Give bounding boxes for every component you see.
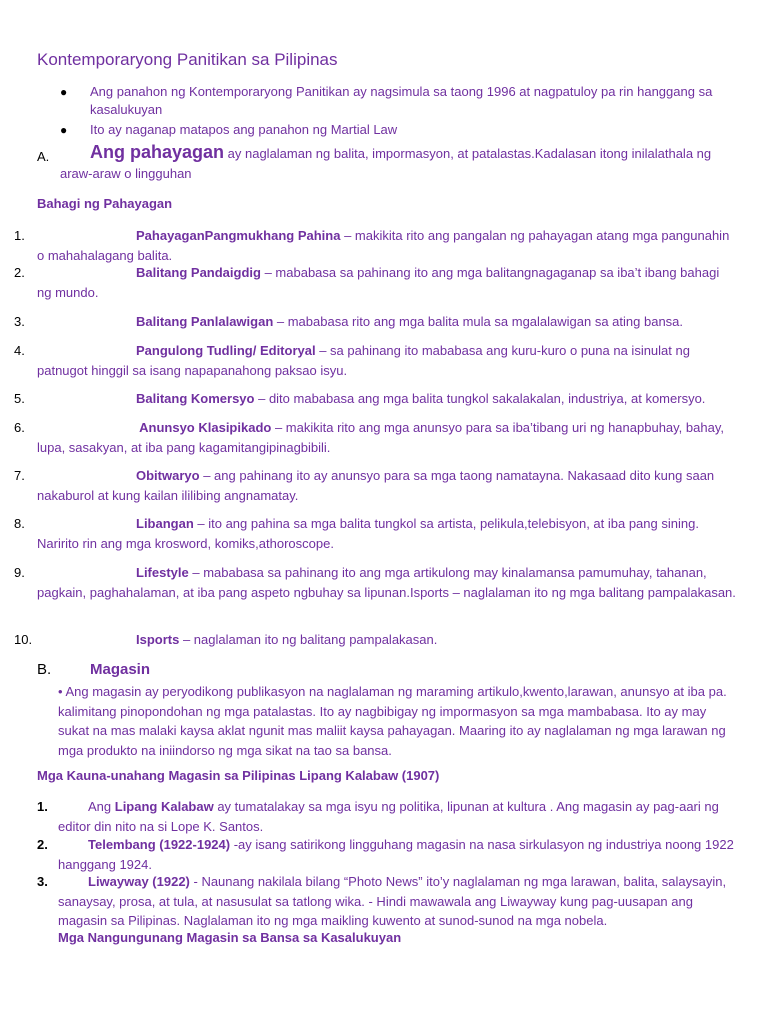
item-desc: – makikita rito ang pangalan ng pahayagan atang mga pangunahin o mahahalagang balita. bbox=[37, 228, 730, 263]
item-number: 3. bbox=[37, 874, 48, 889]
item-text bbox=[37, 226, 737, 265]
item-desc: – makikita rito ang mga anunsyo para sa iba’tibang uri ng hanapbuhay, bahay, lupa, sasakyan, at iba pang kagamitangipinagbibili. bbox=[37, 420, 724, 455]
item-term: Isports bbox=[136, 632, 180, 647]
section-a-paragraph bbox=[60, 143, 740, 183]
item-desc: -ay isang satirikong lingguhang magasin na nasa sirkulasyon ng industriya noong 1922 hanggang 1924. bbox=[58, 837, 734, 872]
item-text bbox=[37, 563, 737, 602]
item-number: 9. bbox=[14, 565, 25, 580]
item-term: Anunsyo Klasipikado bbox=[136, 420, 272, 435]
kauna-heading: Mga Kauna-unahang Magasin sa Pilipinas Lipang Kalabaw (1907) bbox=[37, 768, 440, 783]
item-text bbox=[37, 466, 737, 505]
item-number: 6. bbox=[14, 420, 25, 435]
item-text bbox=[37, 263, 737, 302]
section-letter: A. bbox=[37, 149, 50, 164]
item-number: 1. bbox=[14, 228, 25, 243]
item-number: 4. bbox=[14, 343, 25, 358]
item-desc: – mababasa rito ang mga balita mula sa mgalalawigan sa ating bansa. bbox=[273, 314, 684, 329]
item-number: 8. bbox=[14, 516, 25, 531]
section-a-term: Ang pahayagan bbox=[90, 142, 225, 162]
page-title: Kontemporaryong Panitikan sa Pilipinas bbox=[37, 50, 338, 69]
section-letter: B. bbox=[37, 661, 52, 678]
item-text bbox=[37, 418, 737, 457]
item-number: 2. bbox=[37, 837, 48, 852]
section-a-desc: ay naglalaman ng balita, impormasyon, at patalastas.Kadalasan itong inilalathala ng araw-araw o lingguhan bbox=[60, 146, 712, 181]
item-text bbox=[37, 341, 737, 380]
item-desc: – naglalaman ito ng balitang pampalakasan. bbox=[179, 632, 438, 647]
section-b-desc: • Ang magasin ay peryodikong publikasyon na naglalaman ng maraming artikulo,kwento,larawan, anunsyo at iba pa. kalimitang pinopondohan ng mga patalastas. Ito ay nagbibigay ng impormasyon sa mga mambabasa. Ito ay may sukat na mas malaki kaysa aklat ngunit mas maliit kaysa pahayagan. Maaring ito ay naglalaman ng mga larawan ng mga produkto na iniindorso ng mga sikat na tao sa bansa. bbox=[58, 684, 727, 758]
nangungunang-heading: Mga Nangungunang Magasin sa Bansa sa Kasalukuyan bbox=[58, 930, 402, 945]
item-number: 2. bbox=[14, 265, 25, 280]
item-term: Obitwaryo bbox=[136, 468, 200, 483]
list-item bbox=[60, 83, 740, 119]
item-number: 7. bbox=[14, 468, 25, 483]
item-number: 10. bbox=[14, 632, 33, 647]
item-term: Pangulong Tudling/ Editoryal bbox=[136, 343, 316, 358]
item-text bbox=[37, 514, 737, 553]
item-text bbox=[58, 835, 738, 874]
item-text bbox=[37, 312, 737, 332]
item-number: 1. bbox=[37, 799, 48, 814]
item-term: Lifestyle bbox=[136, 565, 189, 580]
item-desc: – mababasa sa pahinang ito ang mga artikulong may kinalamansa pamumuhay, tahanan, pagkain, paghahalaman, at iba pang aspeto ngbuhay sa lipunan.Isports – naglalaman ito ng mga balitang pampalakasan. bbox=[37, 565, 736, 600]
item-desc: - Naunang nakilala bilang “Photo News” ito’y naglalaman ng mga larawan, balita, salaysayin, sanaysay, prosa, at tula, at nasusulat sa tatlong wika. - Hindi mawawala ang Liwayway kung pag-uusapan ang magasin sa Pilipinas. Naglalaman ito ng mga maikling kuwento at sunod-sunod na mga nobela. bbox=[58, 874, 727, 928]
item-term: Liwayway (1922) bbox=[88, 874, 190, 889]
item-term: Libangan bbox=[136, 516, 194, 531]
item-term: Balitang Komersyo bbox=[136, 391, 255, 406]
item-number: 3. bbox=[14, 314, 25, 329]
item-text bbox=[58, 872, 738, 931]
item-term: Balitang Panlalawigan bbox=[136, 314, 274, 329]
section-b-term: Magasin bbox=[90, 661, 151, 678]
item-prefix: Ang bbox=[88, 799, 115, 814]
intro-bullet-text: Ang panahon ng Kontemporaryong Panitikan ay nagsimula sa taong 1996 at nagpatuloy pa rin hanggang sa kasalukuyan bbox=[90, 84, 713, 117]
item-desc: – ito ang pahina sa mga balita tungkol sa artista, pelikula,telebisyon, at iba pang sining. Naririto rin ang mga krosword, komiks,athoroscope. bbox=[37, 516, 699, 551]
item-text bbox=[37, 630, 737, 650]
item-term: Lipang Kalabaw bbox=[114, 799, 214, 814]
item-desc: – dito mababasa ang mga balita tungkol sakalakalan, industriya, at komersyo. bbox=[254, 391, 706, 406]
item-desc: ay tumatalakay sa mga isyu ng politika, lipunan at kultura . Ang magasin ay pag-aari ng editor din nito na si Lope K. Santos. bbox=[58, 799, 719, 834]
bahagi-heading: Bahagi ng Pahayagan bbox=[37, 196, 173, 211]
item-text bbox=[58, 797, 738, 836]
intro-bullet-list bbox=[60, 83, 740, 141]
item-term: Telembang (1922-1924) bbox=[88, 837, 231, 852]
item-desc: – mababasa sa pahinang ito ang mga balitangnagaganap sa iba’t ibang bahagi ng mundo. bbox=[37, 265, 720, 300]
item-text bbox=[37, 389, 737, 409]
bullet-icon: ● bbox=[60, 123, 68, 137]
list-item bbox=[60, 121, 740, 139]
item-desc: – ang pahinang ito ay anunsyo para sa mga taong namatayna. Nakasaad dito kung saan nakaburol at kung kailan ililibing angnamatay. bbox=[37, 468, 715, 503]
item-number: 5. bbox=[14, 391, 25, 406]
item-term: PahayaganPangmukhang Pahina bbox=[136, 228, 341, 243]
bullet-icon: ● bbox=[60, 85, 68, 99]
item-term: Balitang Pandaigdig bbox=[136, 265, 261, 280]
item-desc: – sa pahinang ito mababasa ang kuru-kuro o puna na isinulat ng patnugot hinggil sa isang napapanahong paksao isyu. bbox=[37, 343, 690, 378]
intro-bullet-text: Ito ay naganap matapos ang panahon ng Martial Law bbox=[90, 122, 398, 137]
